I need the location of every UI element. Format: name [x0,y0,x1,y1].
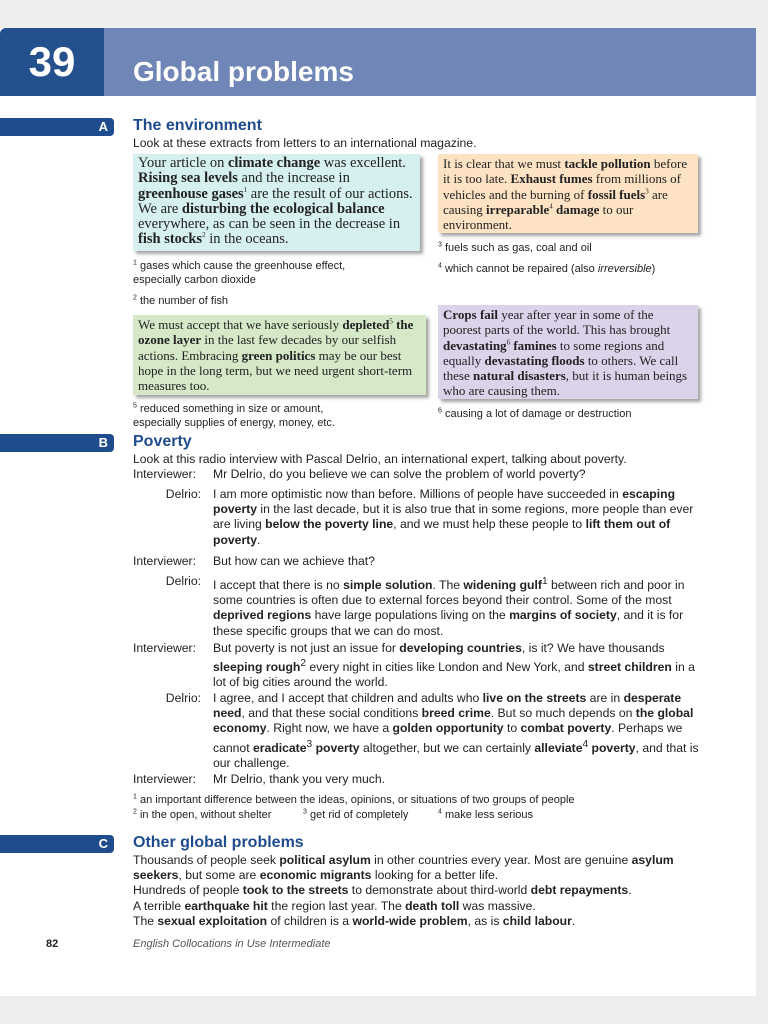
interview-a3: I agree, and I accept that children and adults who live on the streets are in desperate need, and that these social conditions breed crime. But so much depends on the global economy. Right now, we have a golden opportunity to combat poverty. Perhaps we cannot eradicate$^3$ poverty altogether, but we can certainly alleviate$^4$ poverty, and that is our challenge. [213,691,699,770]
interview-q1: Mr Delrio, do you believe we can solve the problem of world poverty? [213,467,586,481]
speaker-delrio-2: Delrio: [165,574,201,588]
letter-extract-pollution: It is clear that we must tackle pollution before it is too late. Exhaust fumes from millions of vehicles and the burning of fossil fuels$^3$ are causing irreparable$^4$ damage to our environment. [438,154,698,233]
footnote-4: $^4$ which cannot be repaired (also irreversible) [438,262,656,275]
speaker-interviewer-2: Interviewer: [133,554,196,568]
section-b-tab: B [0,434,114,452]
footnote-6: $^6$ causing a lot of damage or destruction [438,407,632,420]
footnote-b1: $^1$ an important difference between the ideas, opinions, or situations of two groups of people [133,793,575,806]
interview-q2: But how can we achieve that? [213,554,375,568]
footnote-1: $^1$ gases which cause the greenhouse effect, especially carbon dioxide [133,259,346,286]
chapter-title: Global problems [133,56,354,87]
letter-extract-ozone: We must accept that we have seriously depleted$^5$ the ozone layer in the last few decades by our selfish actions. Embracing green politics may be our best hope in the long term, but we need urgent short-term measures too. [133,315,426,395]
footnote-b2: $^2$ in the open, without shelter [133,808,272,821]
letter-extract-disasters: Crops fail year after year in some of the poorest parts of the world. This has brought devastating$^6$ famines to some regions and equally devastating floods to others. We call these natural disasters, but it is human beings who are causing them. [438,305,698,399]
speaker-delrio-1: Delrio: [165,487,201,501]
footnote-2: $^2$ the number of fish [133,294,229,307]
speaker-interviewer-1: Interviewer: [133,467,196,481]
speaker-interviewer-3: Interviewer: [133,641,196,655]
footnote-b3: $^3$ get rid of completely [303,808,409,821]
section-b-title: Poverty [133,433,192,450]
speaker-delrio-3: Delrio: [165,691,201,705]
interview-a2: I accept that there is no simple solution. The widening gulf$^1$ between rich and poor in some countries is often due to external forces beyond their control. Some of the most deprived regions have large populations living on the margins of society, and it is for these specific groups that we can do most. [213,576,685,638]
footnote-3: $^3$ fuels such as gas, coal and oil [438,241,592,254]
chapter-number: 39 [0,28,104,96]
chapter-header [0,28,756,96]
section-a-intro: Look at these extracts from letters to an international magazine. [133,136,477,150]
interview-q4: Mr Delrio, thank you very much. [213,772,386,786]
section-c-text: Thousands of people seek political asylum in other countries every year. Most are genuine asylum seekers, but some are economic migrants looking for a better life. Hundreds of people took to the streets to demonstrate about third-world debt repayments. A terrible earthquake hit the region last year. The death toll was massive. The sexual exploitation of children is a world-wide problem, as is child labour. [133,853,674,928]
section-c-title: Other global problems [133,834,304,851]
section-c-tab: C [0,835,114,853]
footnote-5: $^5$ reduced something in size or amount, especially supplies of energy, money, etc. [133,402,335,429]
section-a-title: The environment [133,117,262,134]
interview-q3: But poverty is not just an issue for developing countries, is it? We have thousands sleeping rough$^2$ every night in cities like London and New York, and street children in a lot of big cities around the world. [213,641,695,690]
interview-a1: I am more optimistic now than before. Millions of people have succeeded in escaping poverty in the last decade, but it is also true that in some regions, more people than ever are living below the poverty line, and we must help these people to lift them out of poverty. [213,487,694,547]
speaker-interviewer-4: Interviewer: [133,772,196,786]
section-a-tab: A [0,118,114,136]
section-b-intro: Look at this radio interview with Pascal Delrio, an international expert, talking about poverty. [133,452,627,466]
page-number: 82 [46,938,59,950]
letter-extract-climate: Your article on climate change was excellent. Rising sea levels and the increase in greenhouse gases$^1$ are the result of our actions. We are disturbing the ecological balance everywhere, as can be seen in the decrease in fish stocks$^2$ in the oceans. [133,154,420,251]
book-title: English Collocations in Use Intermediate [133,938,331,950]
footnote-b4: $^4$ make less serious [438,808,534,821]
